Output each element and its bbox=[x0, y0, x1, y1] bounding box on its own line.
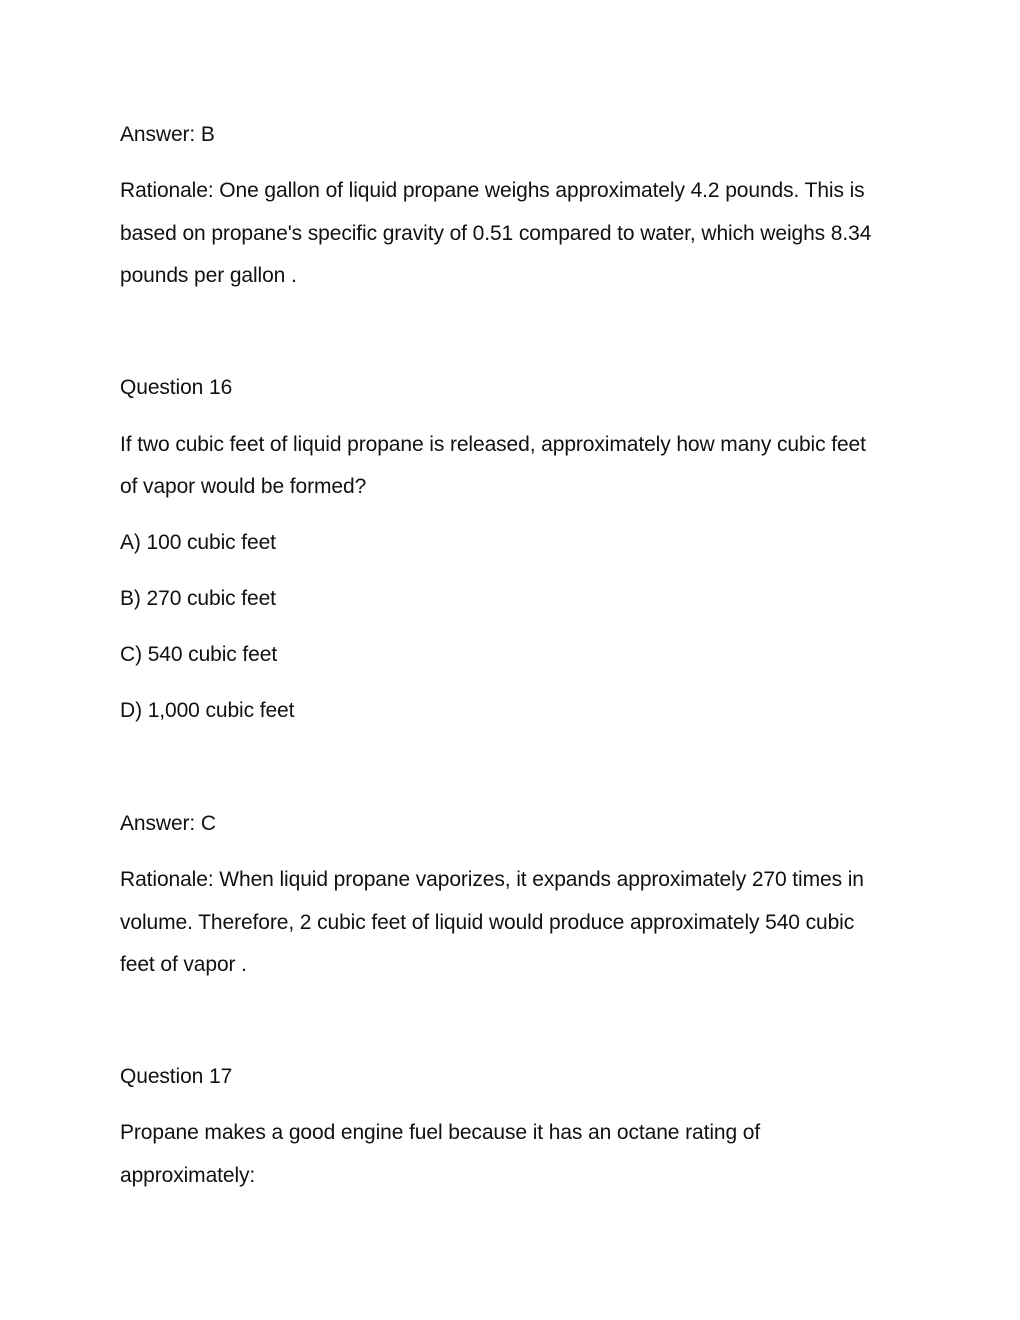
question-17-text-line-2: approximately: bbox=[120, 1164, 256, 1187]
question-16-text-line-1: If two cubic feet of liquid propane is released, approximately how many cubic feet bbox=[120, 433, 866, 456]
question-16-option-c: C) 540 cubic feet bbox=[120, 643, 278, 666]
rationale-16-line-3: feet of vapor . bbox=[120, 953, 247, 976]
answer-16: Answer: C bbox=[120, 812, 216, 835]
question-16-option-a: A) 100 cubic feet bbox=[120, 531, 276, 554]
rationale-15-line-3: pounds per gallon . bbox=[120, 264, 297, 287]
rationale-15-line-1: Rationale: One gallon of liquid propane weighs approximately 4.2 pounds. This is bbox=[120, 179, 865, 202]
question-17-heading: Question 17 bbox=[120, 1065, 233, 1088]
answer-15: Answer: B bbox=[120, 123, 215, 146]
question-16-heading: Question 16 bbox=[120, 376, 233, 399]
rationale-16-line-2: volume. Therefore, 2 cubic feet of liquid would produce approximately 540 cubic bbox=[120, 911, 855, 934]
rationale-16-line-1: Rationale: When liquid propane vaporizes, it expands approximately 270 times in bbox=[120, 868, 864, 891]
question-16-option-d: D) 1,000 cubic feet bbox=[120, 699, 295, 722]
question-16-option-b: B) 270 cubic feet bbox=[120, 587, 276, 610]
rationale-15-line-2: based on propane's specific gravity of 0.51 compared to water, which weighs 8.34 bbox=[120, 222, 872, 245]
question-17-text-line-1: Propane makes a good engine fuel because it has an octane rating of bbox=[120, 1121, 761, 1144]
question-16-text-line-2: of vapor would be formed? bbox=[120, 475, 367, 498]
